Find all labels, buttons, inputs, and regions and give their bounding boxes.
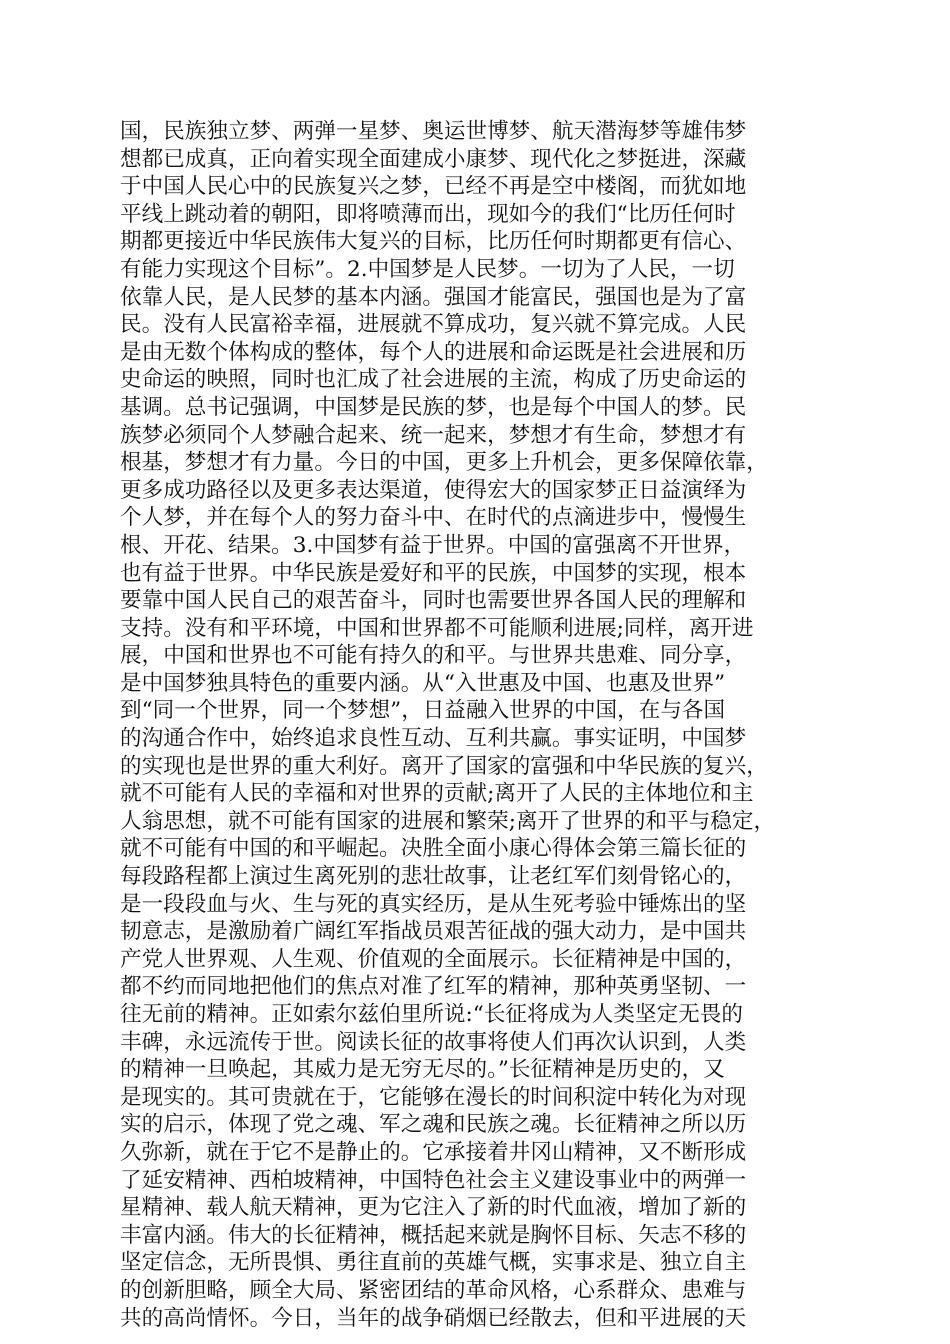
text-line: 往无前的精神。正如索尔兹伯里所说:“长征将成为人类坚定无畏的	[120, 1002, 743, 1027]
text-line: 的沟通合作中，始终追求良性互动、互利共赢。事实证明，中国梦	[120, 726, 747, 752]
text-line: 基调。总书记强调，中国梦是民族的梦，也是每个中国人的梦。民	[120, 394, 747, 420]
text-line: 都不约而同地把他们的焦点对准了红军的精神，那种英勇坚韧、一	[120, 974, 747, 1000]
text-line: 要靠中国人民自己的艰苦奋斗，同时也需要世界各国人民的理解和	[120, 588, 747, 614]
text-line: 每段路程都上演过生离死别的悲壮故事，让老红军们刻骨铭心的，	[120, 864, 747, 890]
text-line: 的实现也是世界的重大利好。离开了国家的富强和中华民族的复兴，	[120, 753, 768, 779]
text-line: 韧意志，是激励着广阔红军指战员艰苦征战的强大动力，是中国共	[120, 919, 747, 945]
text-line: 就不可能有中国的和平崛起。决胜全面小康心得体会第三篇长征的	[120, 836, 747, 862]
text-line: 史命运的映照，同时也汇成了社会进展的主流，构成了历史命运的	[120, 367, 747, 393]
text-line: 想都已成真，正向着实现全面建成小康梦、现代化之梦挺进，深藏	[120, 146, 747, 172]
text-line: 是中国梦独具特色的重要内涵。从“入世惠及中国、也惠及世界”	[120, 670, 726, 696]
text-line: 支持。没有和平环境，中国和世界都不可能顺利进展;同样，离开进	[120, 615, 754, 641]
text-line: 是由无数个体构成的整体，每个人的进展和命运既是社会进展和历	[120, 339, 747, 365]
text-line: 了延安精神、西柏坡精神，中国特色社会主义建设事业中的两弹一	[120, 1167, 747, 1193]
text-line: 丰富内涵。伟大的长征精神，概括起来就是胸怀目标、矢志不移的	[120, 1222, 747, 1248]
text-line: 丰碑，永远流传于世。阅读长征的故事将使人们再次认识到，人类	[120, 1029, 747, 1055]
text-line: 人翁思想，就不可能有国家的进展和繁荣;离开了世界的和平与稳定，	[120, 808, 776, 834]
text-line: 是一段段血与火、生与死的真实经历，是从生死考验中锤炼出的坚	[120, 891, 747, 917]
text-line: 期都更接近中华民族伟大复兴的目标，比历任何时期都更有信心、	[120, 229, 747, 255]
text-line: 共的高尚情怀。今日，当年的战争硝烟已经散去，但和平进展的天	[120, 1305, 747, 1331]
text-line: 根基，梦想才有力量。今日的中国，更多上升机会，更多保障依靠，	[120, 450, 768, 476]
text-line: 到“同一个世界，同一个梦想”，日益融入世界的中国，在与各国	[120, 698, 726, 724]
text-line: 国，民族独立梦、两弹一星梦、奥运世博梦、航天潜海梦等雄伟梦	[120, 119, 747, 144]
text-line: 民。没有人民富裕幸福，进展就不算成功，复兴就不算完成。人民	[120, 312, 747, 338]
text-line: 星精神、载人航天精神，更为它注入了新的时代血液，增加了新的	[120, 1195, 747, 1221]
text-line: 是现实的。其可贵就在于，它能够在漫长的时间积淀中转化为对现	[120, 1084, 747, 1110]
text-line: 产党人世界观、人生观、价值观的全面展示。长征精神是中国的，	[120, 946, 747, 972]
text-line: 于中国人民心中的民族复兴之梦，已经不再是空中楼阁，而犹如地	[120, 174, 747, 200]
text-line: 展，中国和世界也不可能有持久的和平。与世界共患难、同分享，	[120, 643, 747, 669]
text-line: 依靠人民，是人民梦的基本内涵。强国才能富民，强国也是为了富	[120, 284, 747, 310]
text-line: 的精神一旦唤起，其威力是无穷无尽的。”长征精神是历史的，又	[120, 1057, 725, 1083]
text-line: 平线上跳动着的朝阳，即将喷薄而出，现如今的我们“比历任何时	[120, 201, 736, 227]
text-line: 族梦必须同个人梦融合起来、统一起来，梦想才有生命，梦想才有	[120, 422, 747, 448]
text-line: 就不可能有人民的幸福和对世界的贡献;离开了人民的主体地位和主	[120, 781, 754, 807]
text-line: 个人梦，并在每个人的努力奋斗中、在时代的点滴进步中，慢慢生	[120, 505, 747, 531]
text-line: 坚定信念，无所畏惧、勇往直前的英雄气概，实事求是、独立自主	[120, 1250, 747, 1276]
text-line: 根、开花、结果。3.中国梦有益于世界。中国的富强离不开世界，	[120, 532, 746, 558]
text-line: 的创新胆略，顾全大局、紧密团结的革命风格，心系群众、患难与	[120, 1277, 747, 1303]
text-line: 也有益于世界。中华民族是爱好和平的民族，中国梦的实现，根本	[120, 560, 747, 586]
text-line: 实的启示，体现了党之魂、军之魂和民族之魂。长征精神之所以历	[120, 1112, 747, 1138]
body-text	[120, 118, 830, 1332]
text-line: 久弥新，就在于它不是静止的。它承接着井冈山精神，又不断形成	[120, 1139, 747, 1165]
text-line: 有能力实现这个目标”。2.中国梦是人民梦。一切为了人民，一切	[120, 256, 735, 282]
text-line: 更多成功路径以及更多表达渠道，使得宏大的国家梦正日益演绎为	[120, 477, 747, 503]
